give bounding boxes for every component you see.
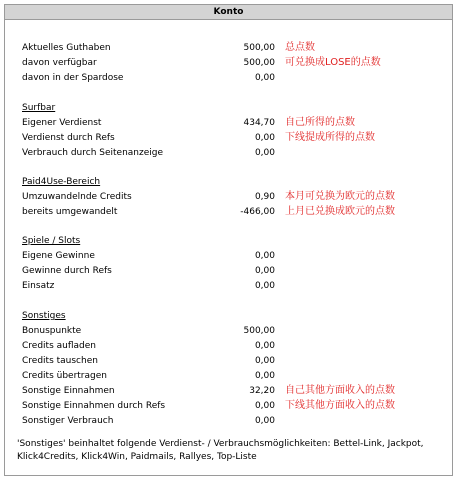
row-label: Umzuwandelnde Credits	[22, 192, 132, 202]
available-row	[22, 56, 442, 70]
row-value: 0,00	[254, 371, 275, 381]
savings-row	[22, 71, 442, 85]
misc-row	[22, 399, 442, 413]
row-value: 0,00	[254, 73, 275, 83]
row-label: Credits aufladen	[22, 341, 96, 351]
misc-row	[22, 354, 442, 368]
row-value: 0,00	[254, 401, 275, 411]
row-value: 0,00	[254, 266, 275, 276]
row-label: Verbrauch durch Seitenanzeige	[22, 148, 164, 158]
row-note: 自己所得的点数	[285, 117, 355, 128]
row-label: Bonuspunkte	[22, 326, 82, 336]
row-label: davon in der Spardose	[22, 73, 124, 83]
row-label: Gewinne durch Refs	[22, 266, 112, 276]
misc-row	[22, 369, 442, 383]
section-title-surfbar: Surfbar	[22, 103, 56, 113]
games-row	[22, 249, 442, 263]
games-row	[22, 264, 442, 278]
row-label: Credits übertragen	[22, 371, 107, 381]
row-value: 0,00	[254, 281, 275, 291]
row-value: 32,20	[249, 386, 275, 396]
row-value: 0,00	[254, 356, 275, 366]
row-note: 自己其他方面收入的点数	[285, 385, 395, 396]
row-note: 上月已兑换成欧元的点数	[285, 206, 395, 217]
row-note: 下线其他方面收入的点数	[285, 400, 395, 411]
account-panel	[4, 4, 453, 476]
row-value: 434,70	[243, 118, 275, 128]
row-label: Sonstige Einnahmen	[22, 386, 115, 396]
row-label: bereits umgewandelt	[22, 207, 118, 217]
row-value: 0,00	[254, 251, 275, 261]
row-value: 0,00	[254, 341, 275, 351]
row-note: 可兑换成LOSE的点数	[285, 57, 381, 68]
row-label: davon verfügbar	[22, 58, 97, 68]
row-label: Verdienst durch Refs	[22, 133, 115, 143]
row-label: Sonstige Einnahmen durch Refs	[22, 401, 166, 411]
misc-row	[22, 414, 442, 428]
row-value: 500,00	[243, 326, 275, 336]
row-label: Sonstiger Verbrauch	[22, 416, 114, 426]
misc-row	[22, 339, 442, 353]
section-title-paid4use: Paid4Use-Bereich	[22, 177, 101, 187]
misc-row	[22, 384, 442, 398]
paid4use-row	[22, 190, 442, 204]
footer-line: 'Sonstiges' beinhaltet folgende Verdienst- / Verbrauchsmöglichkeiten: Bettel-Link, Jackpot,	[17, 439, 424, 449]
games-row	[22, 279, 442, 293]
section-title-misc: Sonstiges	[22, 311, 66, 321]
panel-title: Konto	[5, 5, 452, 20]
row-note: 总点数	[285, 42, 315, 53]
row-label: Aktuelles Guthaben	[22, 43, 111, 53]
row-value: 500,00	[243, 58, 275, 68]
row-value: 0,00	[254, 133, 275, 143]
section-title-games: Spiele / Slots	[22, 236, 81, 246]
paid4use-row	[22, 205, 442, 219]
footer-note	[17, 438, 457, 464]
balance-row	[22, 41, 442, 55]
row-value: 500,00	[243, 43, 275, 53]
surfbar-row	[22, 116, 442, 130]
row-label: Einsatz	[22, 281, 55, 291]
row-value: 0,90	[254, 192, 275, 202]
footer-line: Klick4Credits, Klick4Win, Paidmails, Rallyes, Top-Liste	[17, 452, 257, 462]
row-note: 本月可兑换为欧元的点数	[285, 191, 395, 202]
row-label: Credits tauschen	[22, 356, 98, 366]
row-label: Eigener Verdienst	[22, 118, 102, 128]
misc-row	[22, 324, 442, 338]
row-value: -466,00	[240, 207, 275, 217]
row-value: 0,00	[254, 148, 275, 158]
row-note: 下线提成所得的点数	[285, 132, 375, 143]
surfbar-row	[22, 131, 442, 145]
row-value: 0,00	[254, 416, 275, 426]
row-label: Eigene Gewinne	[22, 251, 95, 261]
surfbar-row	[22, 146, 442, 160]
